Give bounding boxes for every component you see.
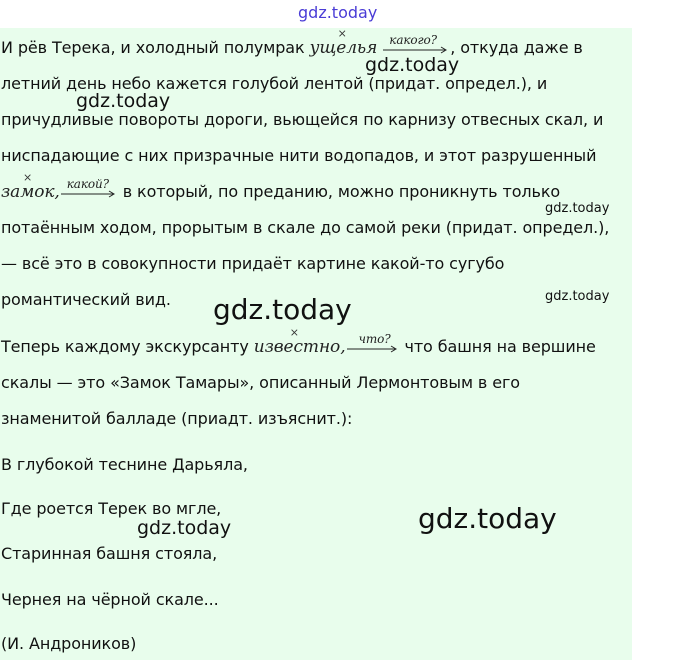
text-fragment: в который, по преданию, можно проникнуть только — [117, 182, 561, 201]
question-label: какой? — [66, 176, 109, 191]
p1-line-7: — всё это в совокупности придаёт картине какой-то сугубо — [1, 254, 505, 273]
p1-line-1 — [1, 27, 583, 58]
question-arrow — [347, 331, 399, 355]
p2-line-2: скалы — это «Замок Тамары», описанный Лермонтовым в его — [1, 373, 520, 392]
question-arrow — [61, 176, 117, 200]
poem-line-3: Старинная башня стояла, — [1, 544, 218, 563]
text-fragment: что башня на вершине — [399, 337, 596, 356]
poem-line-1: В глубокой теснине Дарьяла, — [1, 455, 248, 474]
cross-mark: × — [289, 326, 299, 339]
poem-line-2: Где роется Терек во мгле, — [1, 499, 222, 518]
p2-line-1 — [1, 326, 596, 357]
watermark: gdz.today — [545, 289, 610, 304]
watermark: gdz.today — [418, 502, 557, 535]
keyword-zamok: замок × , — [1, 182, 60, 202]
p1-line-5 — [1, 171, 561, 202]
arrow-icon — [61, 190, 117, 198]
watermark: gdz.today — [76, 90, 171, 112]
p2-line-3: знаменитой балладе (приадт. изъяснит.): — [1, 409, 353, 428]
p1-line-8: романтический вид. — [1, 290, 171, 309]
cross-mark: × — [337, 27, 347, 40]
text-fragment: И рёв Терека, и холодный полумрак — [1, 38, 310, 57]
watermark: gdz.today — [137, 517, 232, 539]
author-credit: (И. Андроников) — [1, 634, 137, 653]
p1-line-4: ниспадающие с них призрачные нити водопадов, и этот разрушенный — [1, 146, 597, 165]
watermark: gdz.today — [213, 293, 352, 326]
keyword-ushchelya: ущелья × — [310, 38, 378, 58]
text-fragment: Теперь каждому экскурсанту — [1, 337, 254, 356]
arrow-icon — [347, 345, 399, 353]
p1-line-3: причудливые повороты дороги, вьющейся по карнизу отвесных скал, и — [1, 110, 604, 129]
watermark: gdz.today — [365, 54, 460, 76]
watermark-top: gdz.today — [298, 3, 378, 22]
keyword-izvestno: известно × , — [254, 337, 346, 357]
p1-line-6: потаённым ходом, прорытым в скале до самой реки (придат. определ.), — [1, 218, 610, 237]
arrow-icon — [383, 46, 449, 54]
p1-line-2: летний день небо кажется голубой лентой (придат. определ.), и — [1, 74, 548, 93]
watermark: gdz.today — [545, 201, 610, 216]
cross-mark: × — [23, 171, 33, 184]
poem-line-4: Чернея на чёрной скале... — [1, 590, 219, 609]
text-fragment: , откуда даже в — [450, 38, 583, 57]
question-label: что? — [358, 331, 391, 346]
question-label: какого? — [389, 32, 437, 47]
